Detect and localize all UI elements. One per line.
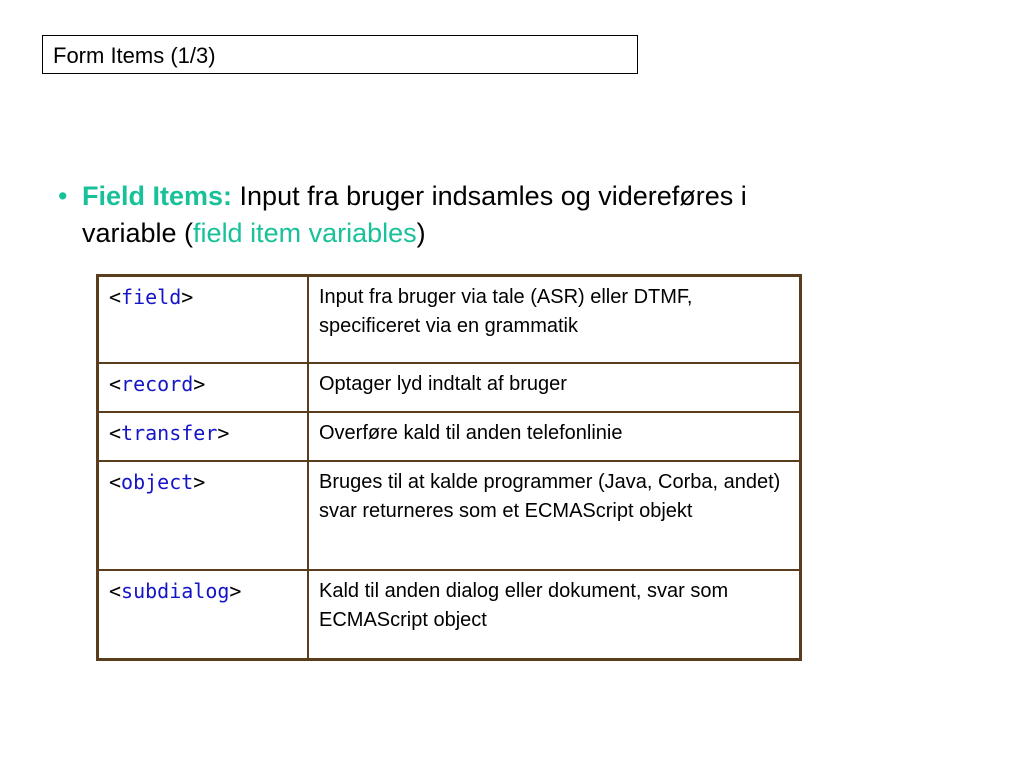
- element-name: field: [121, 285, 182, 309]
- element-cell: [98, 363, 309, 412]
- tag-open: <: [109, 285, 122, 309]
- description-cell: Kald til anden dialog eller dokument, svar som ECMAScript object: [308, 570, 801, 660]
- table-row: [98, 570, 801, 660]
- element-cell: [98, 276, 309, 364]
- element-cell: [98, 412, 309, 461]
- tag-open: <: [109, 579, 122, 603]
- description-cell: Input fra bruger via tale (ASR) eller DTMF, specificeret via en grammatik: [308, 276, 801, 364]
- bullet-text-before: Input fra bruger indsamles og videreføres i variable (: [82, 181, 747, 248]
- tag-open: <: [109, 421, 122, 445]
- table-row: [98, 412, 801, 461]
- element-name: record: [121, 372, 194, 396]
- tag-close: >: [193, 372, 206, 396]
- bullet-field-items: [58, 178, 778, 252]
- description-cell: Optager lyd indtalt af bruger: [308, 363, 801, 412]
- table-row: [98, 461, 801, 570]
- element-name: subdialog: [121, 579, 230, 603]
- table-row: [98, 276, 801, 364]
- bullet-marker: •: [58, 181, 68, 211]
- table-row: [98, 363, 801, 412]
- tag-close: >: [229, 579, 242, 603]
- element-cell: [98, 570, 309, 660]
- element-name: object: [121, 470, 194, 494]
- tag-close: >: [193, 470, 206, 494]
- description-cell: Bruges til at kalde programmer (Java, Corba, andet) svar returneres som et ECMAScript objekt: [308, 461, 801, 570]
- element-cell: [98, 461, 309, 570]
- bullet-text: [58, 178, 778, 252]
- tag-close: >: [181, 285, 194, 309]
- bullet-term: Field Items:: [82, 181, 233, 211]
- slide-title: Form Items (1/3): [42, 35, 638, 74]
- element-name: transfer: [121, 421, 218, 445]
- tag-open: <: [109, 372, 122, 396]
- bullet-highlight: field item variables: [193, 218, 417, 248]
- form-items-table: [96, 274, 802, 661]
- description-cell: Overføre kald til anden telefonlinie: [308, 412, 801, 461]
- bullet-text-after: ): [416, 218, 426, 248]
- tag-open: <: [109, 470, 122, 494]
- tag-close: >: [217, 421, 230, 445]
